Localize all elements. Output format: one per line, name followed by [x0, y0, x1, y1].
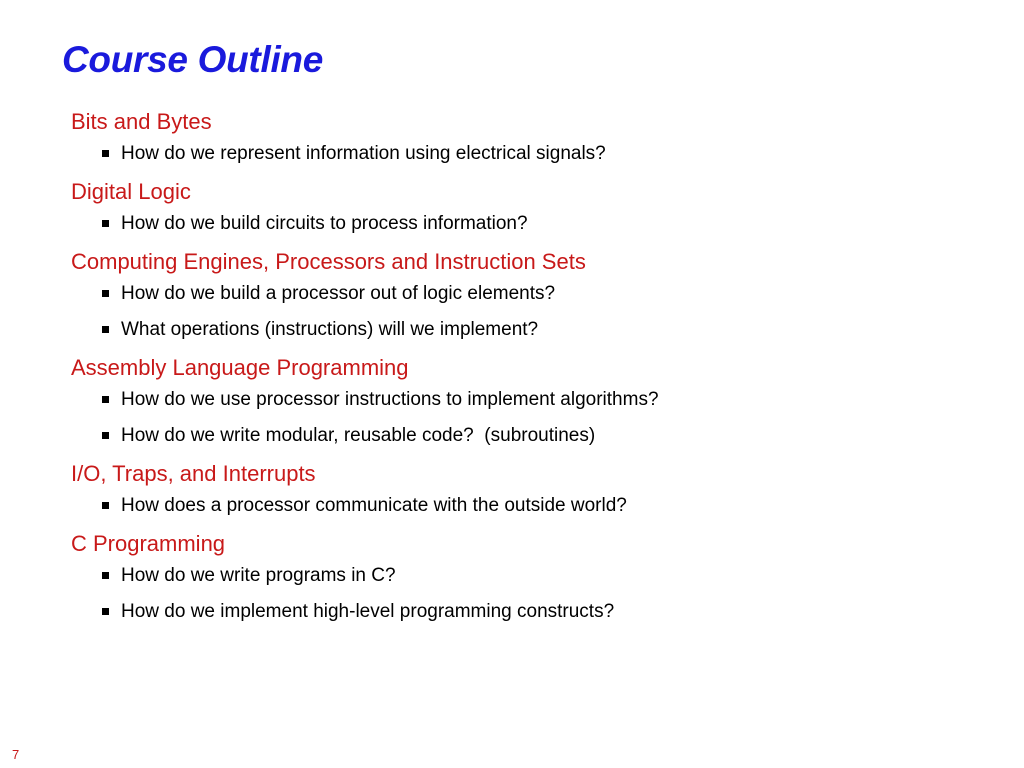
bullet-text: How do we build a processor out of logic elements? — [121, 283, 556, 304]
square-bullet-icon — [102, 502, 109, 509]
slide-title: Course Outline — [62, 39, 323, 80]
square-bullet-icon — [102, 150, 109, 157]
bullet-text: How do we write modular, reusable code? (subroutines) — [121, 425, 596, 446]
square-bullet-icon — [102, 290, 109, 297]
square-bullet-icon — [102, 608, 109, 615]
square-bullet-icon — [102, 326, 109, 333]
bullet-text: How do we write programs in C? — [121, 565, 396, 586]
bullet-item — [71, 282, 971, 306]
bullet-item — [71, 212, 971, 236]
page-number: 7 — [12, 747, 20, 762]
topic-item — [71, 354, 971, 448]
bullet-text: What operations (instructions) will we implement? — [121, 319, 539, 340]
bullet-item — [71, 564, 971, 588]
bullet-text: How do we use processor instructions to implement algorithms? — [121, 389, 659, 410]
course-outline-list — [71, 108, 971, 636]
bullet-item — [71, 142, 971, 166]
square-bullet-icon — [102, 396, 109, 403]
bullet-item — [71, 600, 971, 624]
bullet-text: How do we implement high-level programming constructs? — [121, 601, 615, 622]
topic-label: Bits and Bytes — [71, 109, 212, 134]
bullet-item — [71, 388, 971, 412]
topic-item — [71, 108, 971, 166]
bullet-text: How do we represent information using electrical signals? — [121, 143, 606, 164]
topic-item — [71, 178, 971, 236]
topic-label: Digital Logic — [71, 179, 191, 204]
topic-item — [71, 248, 971, 342]
bullet-item — [71, 424, 971, 448]
topic-label: C Programming — [71, 531, 226, 556]
bullet-item — [71, 494, 971, 518]
bullet-text: How do we build circuits to process information? — [121, 213, 528, 234]
bullet-text: How does a processor communicate with the outside world? — [121, 495, 627, 516]
topic-item — [71, 460, 971, 518]
square-bullet-icon — [102, 572, 109, 579]
topic-item — [71, 530, 971, 624]
square-bullet-icon — [102, 220, 109, 227]
square-bullet-icon — [102, 432, 109, 439]
topic-label: I/O, Traps, and Interrupts — [71, 461, 316, 486]
bullet-item — [71, 318, 971, 342]
topic-label: Assembly Language Programming — [71, 355, 409, 380]
topic-label: Computing Engines, Processors and Instruction Sets — [71, 249, 586, 274]
